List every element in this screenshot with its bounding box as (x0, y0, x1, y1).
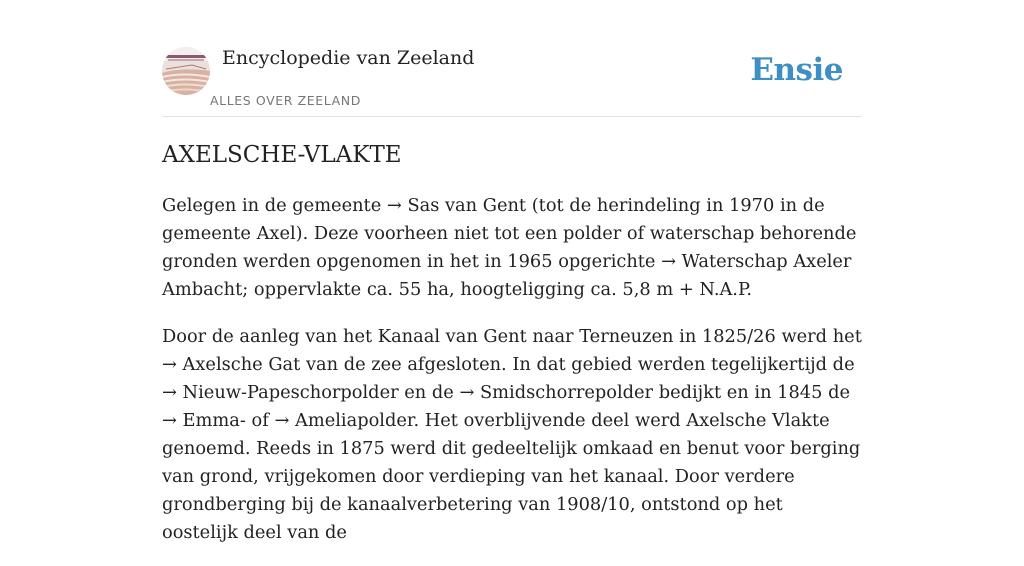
article-body (162, 192, 862, 566)
article-paragraph (162, 192, 862, 304)
paragraph-text: of (245, 410, 275, 431)
page-container (162, 0, 862, 543)
paragraph-text: ; oppervlakte ca. 55 ha, hoogteligging ca. 5,8 m + N.A.P. (242, 279, 752, 300)
paragraph-text: en de (398, 382, 460, 403)
site-title-link[interactable]: Encyclopedie van Zeeland (222, 47, 475, 69)
book-pages-icon[interactable] (162, 47, 210, 95)
paragraph-text: Door de aanleg van het Kanaal van Gent naar Terneuzen in 1825/26 werd het (162, 326, 862, 347)
link-sas-van-gent[interactable]: → Sas van Gent (386, 195, 527, 216)
link-waterschap-axeler-ambacht[interactable]: → Waterschap Axeler Ambacht (162, 251, 852, 300)
paragraph-text: . Het overblijvende deel werd Axelsche Vlakte genoemd. Reeds in 1875 werd dit gedeeltelijk omkaad en benut voor berging van grond, vrijgekomen door verdieping van het kanaal. Door verdere grondberging bij de kanaalverbetering van 1908/10, ontstond op het oostelijk deel van de (162, 410, 861, 543)
paragraph-text: bedijkt en in 1845 de (653, 382, 850, 403)
link-ameliapolder[interactable]: → Ameliapolder (274, 410, 414, 431)
link-smidschorrepolder[interactable]: → Smidschorrepolder (459, 382, 654, 403)
paragraph-text: Gelegen in de gemeente (162, 195, 387, 216)
link-emma[interactable]: → Emma- (162, 410, 246, 431)
paragraph-text: (tot de herindeling in 1970 in de gemeente Axel). Deze voorheen niet tot een polder of waterschap behorende gronden werden opgenomen in het in 1965 opgerichte (162, 195, 857, 272)
paragraph-text: van de zee afgesloten. In dat gebied werden tegelijkertijd de (300, 354, 855, 375)
site-tagline: ALLES OVER ZEELAND (210, 93, 361, 108)
link-axelsche-gat[interactable]: → Axelsche Gat (162, 354, 301, 375)
article-title: AXELSCHE-VLAKTE (162, 142, 402, 168)
article-paragraph (162, 323, 862, 547)
ensie-brand-link[interactable]: Ensie (750, 52, 843, 88)
link-nieuw-papeschorpolder[interactable]: → Nieuw-Papeschorpolder (162, 382, 399, 403)
site-header (162, 0, 862, 117)
